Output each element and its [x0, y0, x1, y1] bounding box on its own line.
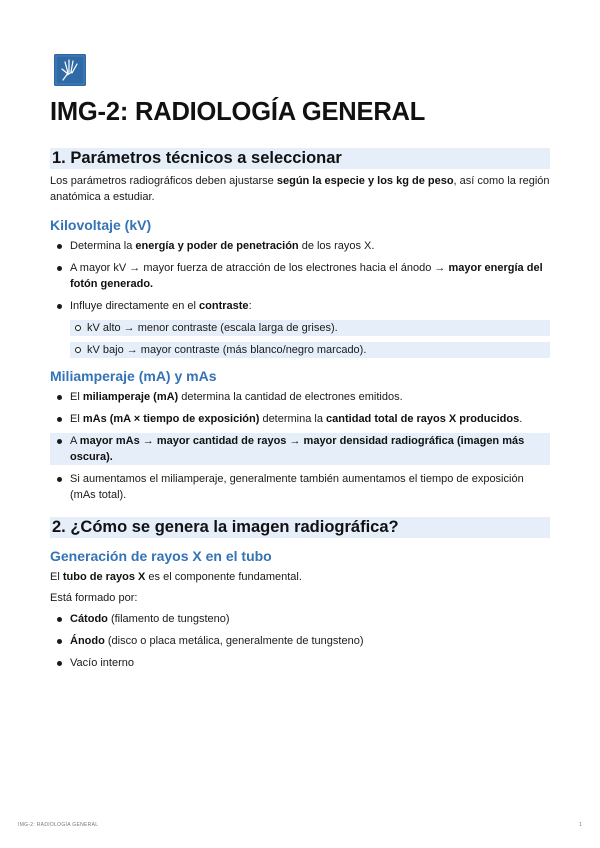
ma-list	[50, 389, 550, 503]
composition-paragraph: Está formado por:	[50, 592, 138, 604]
list-item: El mAs (mA × tiempo de exposición) determina la cantidad total de rayos X producidos.	[50, 411, 550, 427]
list-item: Cátodo (filamento de tungsteno)	[50, 611, 550, 627]
highlighted-list-item: A mayor mAs → mayor cantidad de rayos → mayor densidad radiográfica (imagen más oscura).	[50, 433, 550, 465]
kv-heading: Kilovoltaje (kV)	[50, 217, 152, 233]
tube-parts-list	[50, 611, 550, 671]
footer-title: IMG-2: RADIOLOGÍA GENERAL	[18, 822, 99, 828]
list-item: Vacío interno	[50, 655, 550, 671]
hand-xray-icon	[54, 54, 86, 86]
tube-paragraph: El tubo de rayos X es el componente fundamental.	[50, 571, 302, 583]
section-2-heading: 2. ¿Cómo se genera la imagen radiográfica?	[50, 517, 550, 538]
list-item: Influye directamente en el contraste:	[50, 298, 550, 314]
list-item: A mayor kV → mayor fuerza de atracción de los electrones hacia el ánodo → mayor energía del fotón generado.	[50, 260, 550, 292]
kv-list	[50, 238, 550, 314]
sublist-item: kV alto → menor contraste (escala larga de grises).	[70, 320, 550, 336]
list-item: El miliamperaje (mA) determina la cantidad de electrones emitidos.	[50, 389, 550, 405]
page-title: IMG-2: RADIOLOGÍA GENERAL	[50, 98, 426, 126]
section-1-heading: 1. Parámetros técnicos a seleccionar	[50, 148, 550, 169]
section-1-intro: Los parámetros radiográficos deben ajustarse según la especie y los kg de peso, así como la región anatómica a estudiar.	[50, 175, 550, 203]
list-item: Si aumentamos el miliamperaje, generalmente también aumentamos el tiempo de exposición (mAs total).	[50, 471, 550, 503]
document-body	[50, 148, 550, 671]
page-number: 1	[579, 822, 582, 828]
sublist-item: kV bajo → mayor contraste (más blanco/negro marcado).	[70, 342, 550, 358]
xray-generation-heading: Generación de rayos X en el tubo	[50, 548, 272, 564]
list-item: Ánodo (disco o placa metálica, generalmente de tungsteno)	[50, 633, 550, 649]
list-item: Determina la energía y poder de penetración de los rayos X.	[50, 238, 550, 254]
ma-heading: Miliamperaje (mA) y mAs	[50, 368, 217, 384]
contrast-sublist	[70, 320, 550, 358]
